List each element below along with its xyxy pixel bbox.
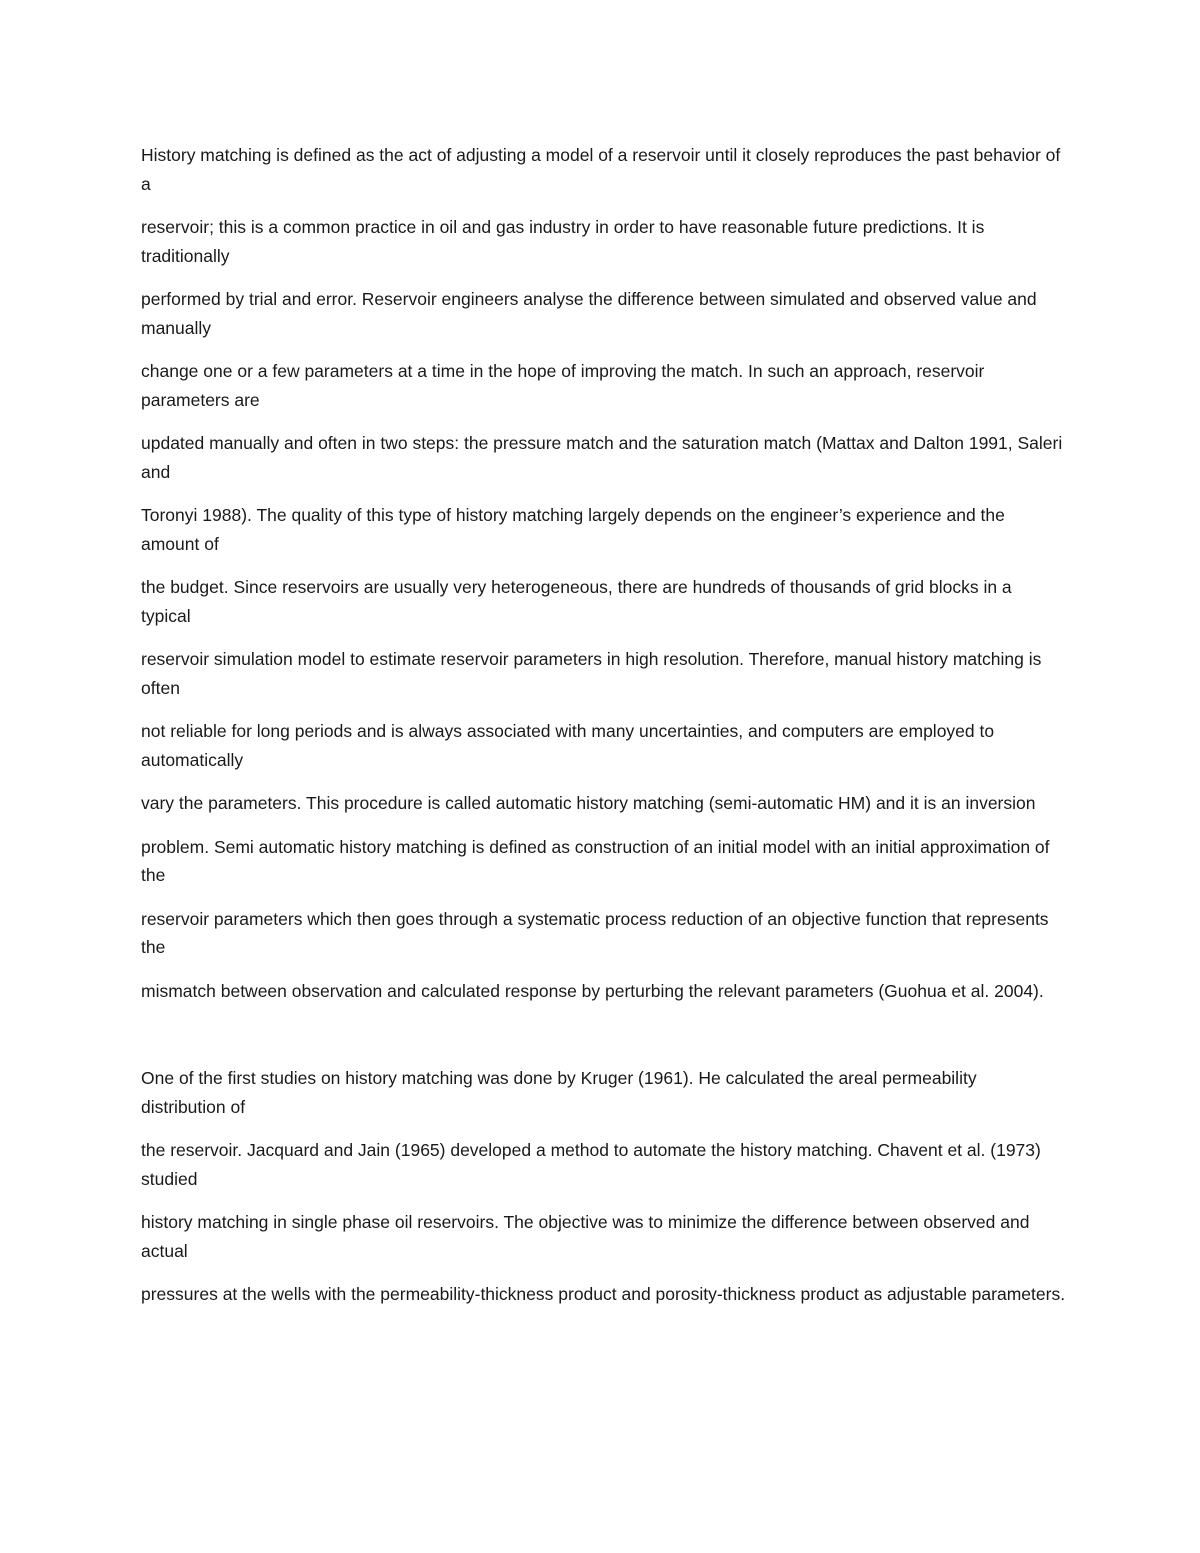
paragraph: history matching in single phase oil reservoirs. The objective was to minimize the difference between observed and actual — [141, 1212, 1030, 1261]
paragraph: Toronyi 1988). The quality of this type of history matching largely depends on the engineer’s experience and the amount of — [141, 505, 1005, 554]
paragraph: the reservoir. Jacquard and Jain (1965) developed a method to automate the history matching. Chavent et al. (1973) studied — [141, 1140, 1041, 1189]
paragraph: pressures at the wells with the permeability-thickness product and porosity-thickness product as adjustable parameters. — [141, 1284, 1066, 1304]
paragraph: reservoir parameters which then goes through a systematic process reduction of an objective function that represents the — [141, 908, 1049, 957]
paragraph: mismatch between observation and calculated response by perturbing the relevant parameters (Guohua et al. 2004). — [141, 980, 1044, 1001]
paragraph: performed by trial and error. Reservoir engineers analyse the difference between simulated and observed value and manually — [141, 289, 1037, 338]
paragraph: updated manually and often in two steps: the pressure match and the saturation match (Mattax and Dalton 1991, Saleri and — [141, 433, 1063, 482]
paragraph: the budget. Since reservoirs are usually very heterogeneous, there are hundreds of thousands of grid blocks in a typical — [141, 577, 1012, 626]
paragraph: change one or a few parameters at a time in the hope of improving the match. In such an approach, reservoir parameters are — [141, 361, 985, 410]
paragraph: One of the first studies on history matching was done by Kruger (1961). He calculated the areal permeability distribution of — [141, 1068, 977, 1117]
paragraph: reservoir simulation model to estimate reservoir parameters in high resolution. Therefore, manual history matching is often — [141, 649, 1042, 698]
document-body — [141, 141, 1066, 1324]
paragraph: History matching is defined as the act of adjusting a model of a reservoir until it closely reproduces the past behavior of a — [141, 145, 1061, 194]
section-spacer — [141, 1020, 1066, 1064]
paragraph: reservoir; this is a common practice in oil and gas industry in order to have reasonable future predictions. It is traditionally — [141, 217, 985, 266]
paragraph: vary the parameters. This procedure is called automatic history matching (semi-automatic HM) and it is an inversion — [141, 793, 1036, 813]
paragraph: not reliable for long periods and is always associated with many uncertainties, and computers are employed to automatically — [141, 721, 995, 770]
paragraph: problem. Semi automatic history matching is defined as construction of an initial model with an initial approximation of the — [141, 836, 1050, 885]
